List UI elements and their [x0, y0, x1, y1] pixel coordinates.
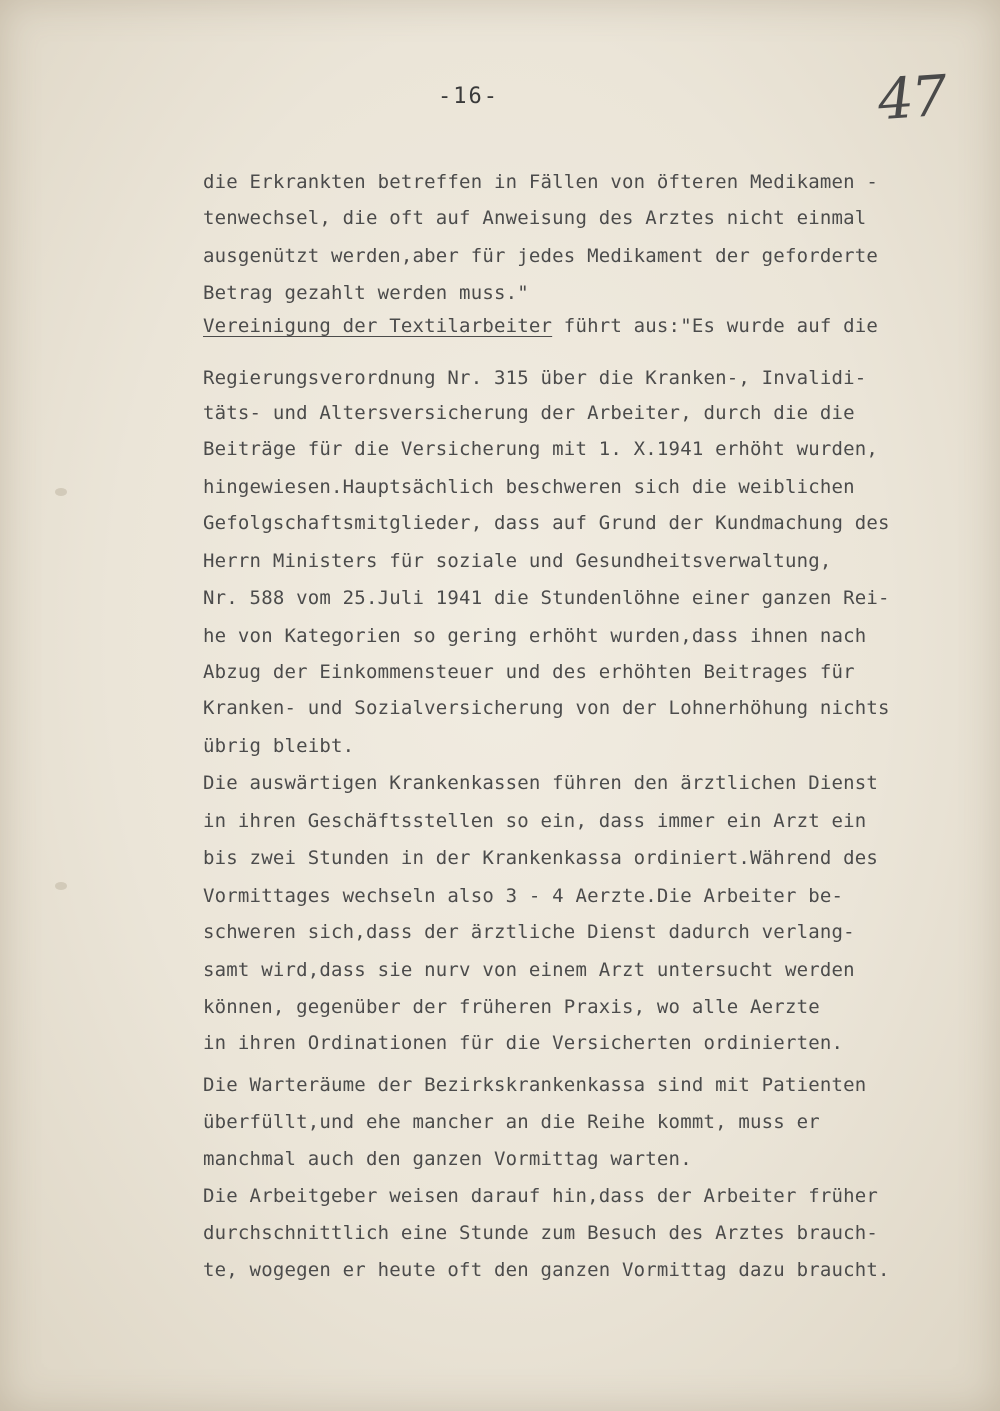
text-line: Nr. 588 vom 25.Juli 1941 die Stundenlöhne einer ganzen Rei-: [203, 587, 890, 609]
text-line: in ihren Ordinationen für die Versicherten ordinierten.: [203, 1032, 844, 1054]
text-line: können, gegenüber der früheren Praxis, wo alle Aerzte: [203, 996, 820, 1018]
text-line: Kranken- und Sozialversicherung von der Lohnerhöhung nichts: [203, 697, 890, 719]
text-line: Gefolgschaftsmitglieder, dass auf Grund der Kundmachung des: [203, 512, 890, 534]
text-line: Herrn Ministers für soziale und Gesundheitsverwaltung,: [203, 550, 832, 572]
text-line: übrig bleibt.: [203, 735, 355, 757]
text-line: bis zwei Stunden in der Krankenkassa ordiniert.Während des: [203, 847, 879, 869]
page-number: -16-: [438, 84, 499, 109]
section-heading-continuation: führt aus:"Es wurde auf die: [552, 315, 879, 337]
text-line: tenwechsel, die oft auf Anweisung des Arztes nicht einmal: [203, 207, 867, 229]
text-line: he von Kategorien so gering erhöht wurden,dass ihnen nach: [203, 625, 867, 647]
text-line: te, wogegen er heute oft den ganzen Vormittag dazu braucht.: [203, 1259, 890, 1281]
text-line: Vormittages wechseln also 3 - 4 Aerzte.Die Arbeiter be-: [203, 885, 844, 907]
text-line: Regierungsverordnung Nr. 315 über die Kranken-, Invalidi-: [203, 367, 867, 389]
text-line: Die Warteräume der Bezirkskrankenkassa sind mit Patienten: [203, 1074, 867, 1096]
text-line: Betrag gezahlt werden muss.": [203, 282, 529, 304]
text-line: Beiträge für die Versicherung mit 1. X.1941 erhöht wurden,: [203, 438, 879, 460]
text-line: die Erkrankten betreffen in Fällen von öfteren Medikamen -: [203, 171, 879, 193]
text-line: samt wird,dass sie nurv von einem Arzt untersucht werden: [203, 959, 855, 981]
text-line: Die Arbeitgeber weisen darauf hin,dass der Arbeiter früher: [203, 1185, 879, 1207]
text-line: Die auswärtigen Krankenkassen führen den ärztlichen Dienst: [203, 772, 879, 794]
text-line: ausgenützt werden,aber für jedes Medikament der geforderte: [203, 245, 879, 267]
text-line: Abzug der Einkommensteuer und des erhöhten Beitrages für: [203, 661, 855, 683]
text-line: täts- und Altersversicherung der Arbeiter, durch die die: [203, 402, 855, 424]
text-line: überfüllt,und ehe mancher an die Reihe kommt, muss er: [203, 1111, 820, 1133]
section-heading: Vereinigung der Textilarbeiter: [203, 315, 553, 337]
text-line: schweren sich,dass der ärztliche Dienst dadurch verlang-: [203, 921, 855, 943]
text-line: durchschnittlich eine Stunde zum Besuch des Arztes brauch-: [203, 1222, 879, 1244]
handwritten-folio-number: 47: [875, 63, 948, 134]
text-line: in ihren Geschäftsstellen so ein, dass immer ein Arzt ein: [203, 810, 867, 832]
text-line: manchmal auch den ganzen Vormittag warten.: [203, 1148, 692, 1170]
section-heading-line: [203, 314, 943, 338]
text-line: hingewiesen.Hauptsächlich beschweren sich die weiblichen: [203, 476, 855, 498]
